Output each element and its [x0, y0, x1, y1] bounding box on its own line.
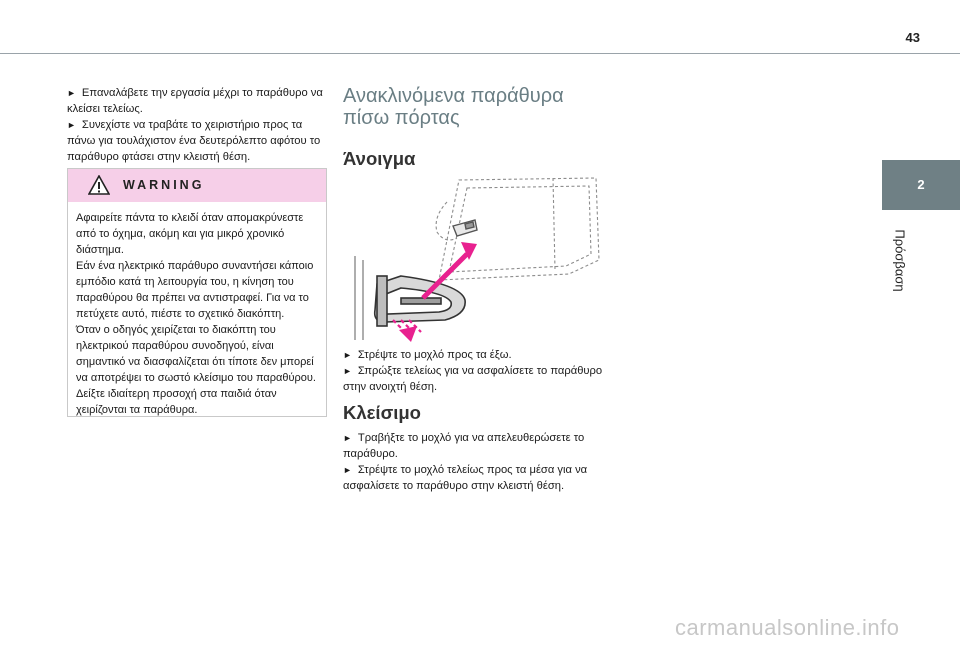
opening-bullet-1: ► Στρέψτε το μοχλό προς τα έξω.: [343, 347, 605, 363]
warning-line: εμπόδιο κατά τη λειτουργία του, η κίνηση του: [76, 276, 294, 288]
warning-icon: [88, 175, 110, 195]
section-title-line-2: πίσω πόρτας: [343, 107, 460, 129]
warning-line: να αποτρέψει το σωστό κλείσιμο του παραθύρου.: [76, 372, 316, 384]
opening-heading: Άνοιγμα: [343, 148, 416, 169]
warning-line: πετύχετε αυτό, πιέστε το σχετικό διακόπτη.: [76, 308, 285, 320]
warning-line: χειρίζονται τα παράθυρα.: [76, 404, 198, 416]
warning-header: [68, 169, 326, 202]
warning-title: WARNING: [123, 178, 205, 192]
warning-line: ηλεκτρικού παραθύρου συνοδηγού, είναι: [76, 340, 274, 352]
warning-line: διάστημα.: [76, 244, 124, 256]
chapter-label: Πρόσβαση: [892, 229, 908, 292]
chapter-tab[interactable]: 2: [882, 160, 960, 210]
warning-line: Δείξτε ιδιαίτερη προσοχή στα παιδιά όταν: [76, 388, 277, 400]
warning-box: [67, 168, 327, 417]
opening-bullet-2: ► Σπρώξτε τελείως για να ασφαλίσετε το παράθυρο στην ανοιχτή θέση.: [343, 363, 605, 395]
section-title: [343, 85, 564, 129]
page-number: 43: [905, 30, 920, 45]
closing-instructions: [343, 430, 605, 494]
warning-line: σημαντικό να διασφαλίζεται ότι τίποτε δεν μπορεί: [76, 356, 314, 368]
warning-line: παραθύρου θα πρέπει να αντιστραφεί. Για να το: [76, 292, 309, 304]
warning-line: Αφαιρείτε πάντα το κλειδί όταν απομακρύνεστε: [76, 212, 304, 224]
opening-instructions: [343, 347, 605, 395]
warning-text: [68, 202, 326, 418]
warning-line: Όταν ο οδηγός χειρίζεται το διακόπτη του: [76, 324, 276, 336]
left-bullet-1: ► Επαναλάβετε την εργασία μέχρι το παράθυρο να κλείσει τελείως.: [67, 85, 329, 117]
closing-bullet-1: ► Τραβήξτε το μοχλό για να απελευθερώσετε το παράθυρο.: [343, 430, 605, 462]
window-latch-illustration: [341, 172, 603, 344]
watermark: carmanualsonline.info: [675, 615, 900, 640]
warning-line: από το όχημα, ακόμη και για μικρό χρονικό: [76, 228, 285, 240]
left-bullet-2: ► Συνεχίστε να τραβάτε το χειριστήριο προς τα πάνω για τουλάχιστον ένα δευτερόλεπτο αφότου το παράθυρο φτάσει στην κλειστή θέση.: [67, 117, 329, 165]
section-title-line-1: Ανακλινόμενα παράθυρα: [343, 85, 564, 107]
left-instructions: [67, 85, 329, 165]
closing-heading: Κλείσιμο: [343, 402, 421, 423]
header-rule: [0, 53, 960, 54]
warning-line: Εάν ένα ηλεκτρικό παράθυρο συναντήσει κάποιο: [76, 260, 314, 272]
closing-bullet-2: ► Στρέψτε το μοχλό τελείως προς τα μέσα για να ασφαλίσετε το παράθυρο στην κλειστή θέση.: [343, 462, 605, 494]
